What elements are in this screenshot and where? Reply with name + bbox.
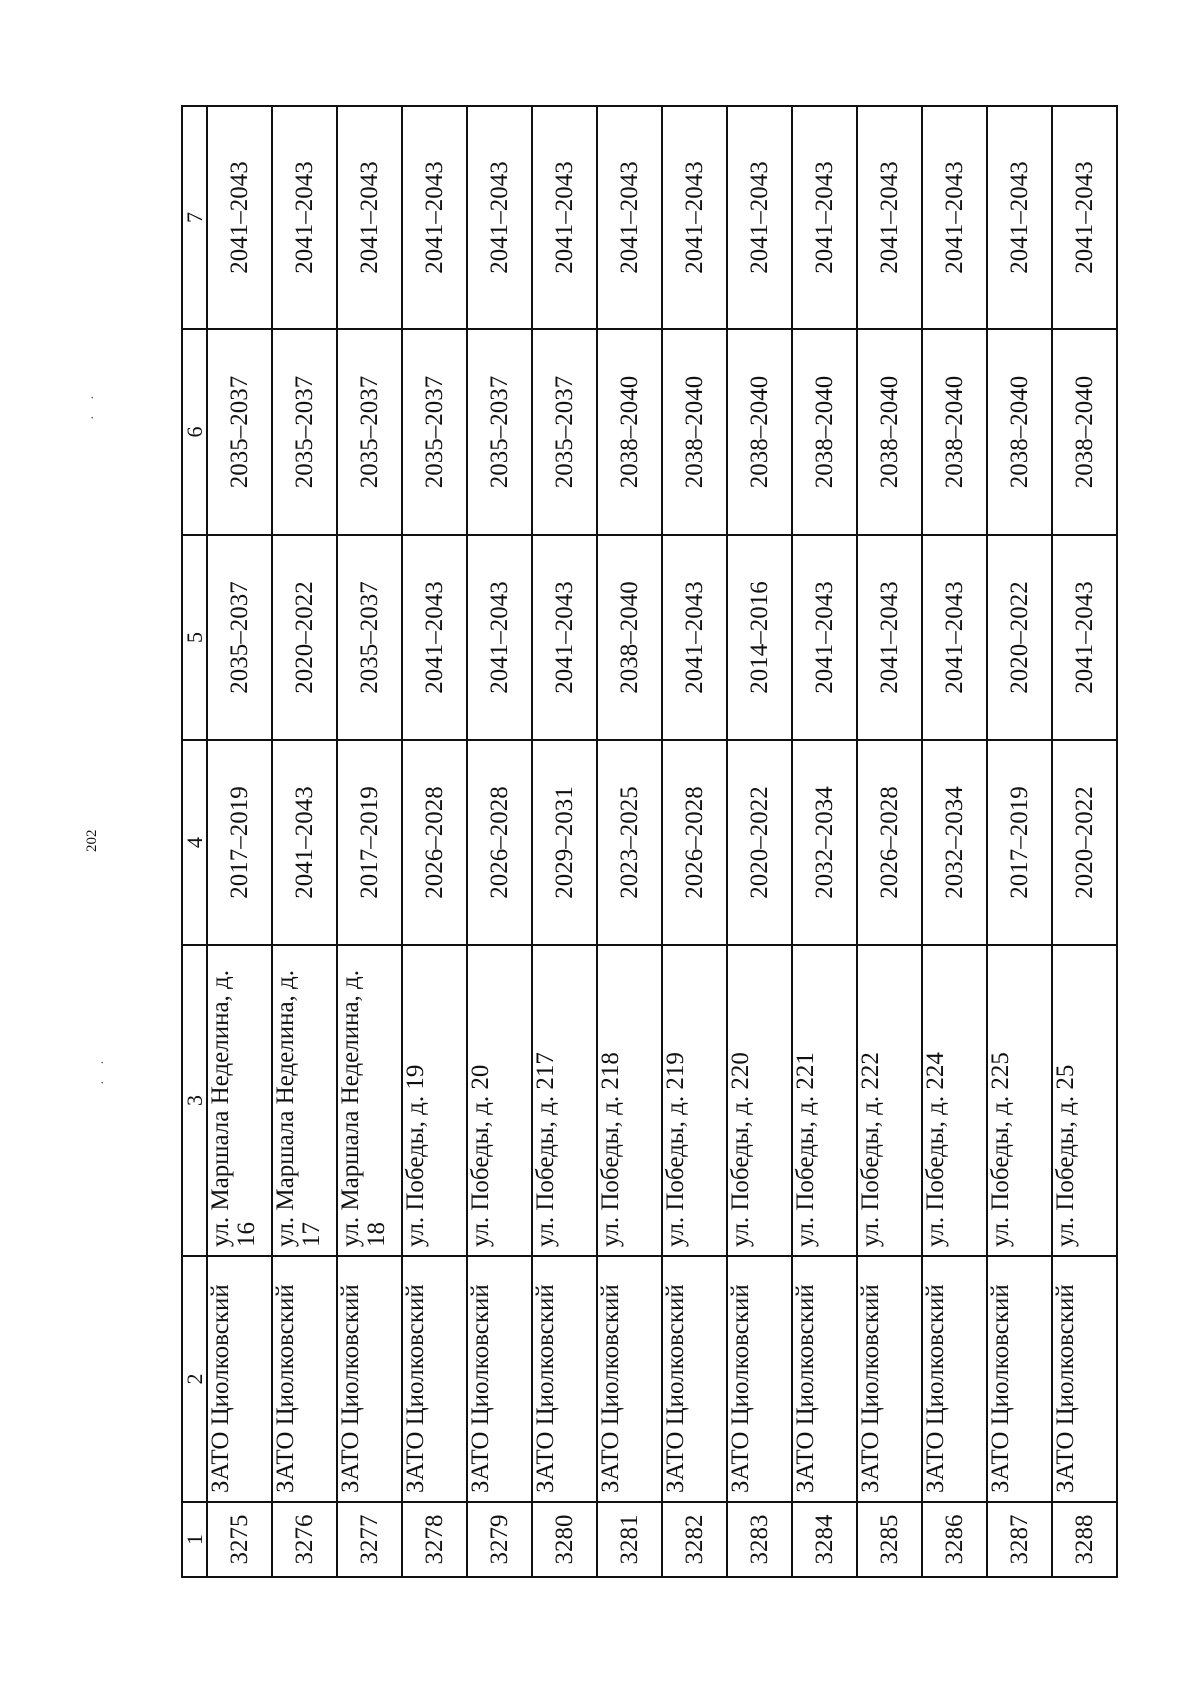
table-body (207, 106, 1117, 1577)
period-col4: 2023–2025 (597, 740, 662, 945)
period-col5: 2041–2043 (922, 535, 987, 740)
period-col5: 2041–2043 (857, 535, 922, 740)
period-col4: 2026–2028 (467, 740, 532, 945)
period-col7: 2041–2043 (207, 106, 272, 329)
period-col6: 2035–2037 (337, 329, 402, 535)
period-col5: 2014–2016 (727, 535, 792, 740)
period-col4: 2026–2028 (662, 740, 727, 945)
period-col5: 2035–2037 (207, 535, 272, 740)
row-number: 3276 (272, 1502, 337, 1577)
period-col4: 2026–2028 (857, 740, 922, 945)
table-row (987, 106, 1052, 1577)
row-number: 3278 (402, 1502, 467, 1577)
district-name: ЗАТО Циолковский (272, 1256, 337, 1502)
district-name: ЗАТО Циолковский (987, 1256, 1052, 1502)
table-row (337, 106, 402, 1577)
column-number: 3 (182, 945, 207, 1256)
row-number: 3275 (207, 1502, 272, 1577)
address: ул. Победы, д. 25 (1052, 945, 1117, 1256)
row-number: 3286 (922, 1502, 987, 1577)
period-col7: 2041–2043 (792, 106, 857, 329)
table-row (662, 106, 727, 1577)
period-col5: 2041–2043 (662, 535, 727, 740)
period-col7: 2041–2043 (727, 106, 792, 329)
table-row (467, 106, 532, 1577)
period-col6: 2038–2040 (792, 329, 857, 535)
row-number: 3282 (662, 1502, 727, 1577)
row-number: 3281 (597, 1502, 662, 1577)
district-name: ЗАТО Циолковский (207, 1256, 272, 1502)
period-col5: 2038–2040 (597, 535, 662, 740)
address: ул. Победы, д. 218 (597, 945, 662, 1256)
address: ул. Маршала Неделина, д. 17 (272, 945, 337, 1256)
period-col6: 2035–2037 (467, 329, 532, 535)
period-col5: 2035–2037 (337, 535, 402, 740)
period-col4: 2017–2019 (207, 740, 272, 945)
address: ул. Победы, д. 217 (532, 945, 597, 1256)
address: ул. Маршала Неделина, д. 18 (337, 945, 402, 1256)
period-col6: 2035–2037 (207, 329, 272, 535)
address: ул. Победы, д. 221 (792, 945, 857, 1256)
period-col7: 2041–2043 (337, 106, 402, 329)
column-number: 7 (182, 106, 207, 329)
period-col6: 2038–2040 (1052, 329, 1117, 535)
district-name: ЗАТО Циолковский (662, 1256, 727, 1502)
table-row (1052, 106, 1117, 1577)
period-col6: 2035–2037 (532, 329, 597, 535)
period-col7: 2041–2043 (597, 106, 662, 329)
period-col6: 2038–2040 (662, 329, 727, 535)
row-number: 3277 (337, 1502, 402, 1577)
address: ул. Победы, д. 224 (922, 945, 987, 1256)
period-col4: 2020–2022 (727, 740, 792, 945)
district-name: ЗАТО Циолковский (727, 1256, 792, 1502)
row-number: 3284 (792, 1502, 857, 1577)
table-row (272, 106, 337, 1577)
period-col6: 2038–2040 (922, 329, 987, 535)
period-col4: 2017–2019 (337, 740, 402, 945)
district-name: ЗАТО Циолковский (857, 1256, 922, 1502)
column-number: 4 (182, 740, 207, 945)
scan-artifact: · · (96, 1054, 111, 1085)
scan-artifact: · · (86, 389, 101, 420)
column-number: 5 (182, 535, 207, 740)
period-col7: 2041–2043 (467, 106, 532, 329)
table-row (597, 106, 662, 1577)
table-row (402, 106, 467, 1577)
row-number: 3285 (857, 1502, 922, 1577)
period-col5: 2041–2043 (532, 535, 597, 740)
page-number: 202 (84, 829, 100, 852)
row-number: 3280 (532, 1502, 597, 1577)
address: ул. Победы, д. 220 (727, 945, 792, 1256)
table-row (727, 106, 792, 1577)
period-col7: 2041–2043 (662, 106, 727, 329)
district-name: ЗАТО Циолковский (792, 1256, 857, 1502)
period-col7: 2041–2043 (272, 106, 337, 329)
column-number: 6 (182, 329, 207, 535)
district-name: ЗАТО Циолковский (922, 1256, 987, 1502)
district-name: ЗАТО Циолковский (467, 1256, 532, 1502)
row-number: 3279 (467, 1502, 532, 1577)
period-col6: 2035–2037 (272, 329, 337, 535)
row-number: 3283 (727, 1502, 792, 1577)
period-col7: 2041–2043 (857, 106, 922, 329)
column-number-row (182, 106, 207, 1577)
table-row (857, 106, 922, 1577)
address: ул. Маршала Неделина, д. 16 (207, 945, 272, 1256)
table-row (532, 106, 597, 1577)
period-col6: 2038–2040 (987, 329, 1052, 535)
period-col6: 2038–2040 (727, 329, 792, 535)
address: ул. Победы, д. 19 (402, 945, 467, 1256)
period-col7: 2041–2043 (1052, 106, 1117, 329)
district-name: ЗАТО Циолковский (337, 1256, 402, 1502)
period-col5: 2041–2043 (1052, 535, 1117, 740)
period-col7: 2041–2043 (532, 106, 597, 329)
period-col4: 2026–2028 (402, 740, 467, 945)
row-number: 3288 (1052, 1502, 1117, 1577)
district-name: ЗАТО Циолковский (532, 1256, 597, 1502)
column-number: 1 (182, 1502, 207, 1577)
table-row (207, 106, 272, 1577)
address: ул. Победы, д. 20 (467, 945, 532, 1256)
period-col6: 2035–2037 (402, 329, 467, 535)
period-col7: 2041–2043 (922, 106, 987, 329)
period-col5: 2041–2043 (467, 535, 532, 740)
address: ул. Победы, д. 219 (662, 945, 727, 1256)
period-col7: 2041–2043 (402, 106, 467, 329)
rotated-table-container (181, 107, 1098, 1578)
address: ул. Победы, д. 222 (857, 945, 922, 1256)
district-name: ЗАТО Циолковский (597, 1256, 662, 1502)
period-col4: 2032–2034 (792, 740, 857, 945)
period-col6: 2038–2040 (857, 329, 922, 535)
period-col4: 2029–2031 (532, 740, 597, 945)
period-col5: 2041–2043 (792, 535, 857, 740)
district-name: ЗАТО Циолковский (402, 1256, 467, 1502)
district-name: ЗАТО Циолковский (1052, 1256, 1117, 1502)
period-col5: 2041–2043 (402, 535, 467, 740)
period-col4: 2032–2034 (922, 740, 987, 945)
table-row (922, 106, 987, 1577)
column-number: 2 (182, 1256, 207, 1502)
schedule-table (181, 105, 1118, 1578)
table-row (792, 106, 857, 1577)
address: ул. Победы, д. 225 (987, 945, 1052, 1256)
row-number: 3287 (987, 1502, 1052, 1577)
period-col4: 2020–2022 (1052, 740, 1117, 945)
period-col5: 2020–2022 (987, 535, 1052, 740)
period-col4: 2017–2019 (987, 740, 1052, 945)
period-col4: 2041–2043 (272, 740, 337, 945)
period-col6: 2038–2040 (597, 329, 662, 535)
period-col5: 2020–2022 (272, 535, 337, 740)
period-col7: 2041–2043 (987, 106, 1052, 329)
